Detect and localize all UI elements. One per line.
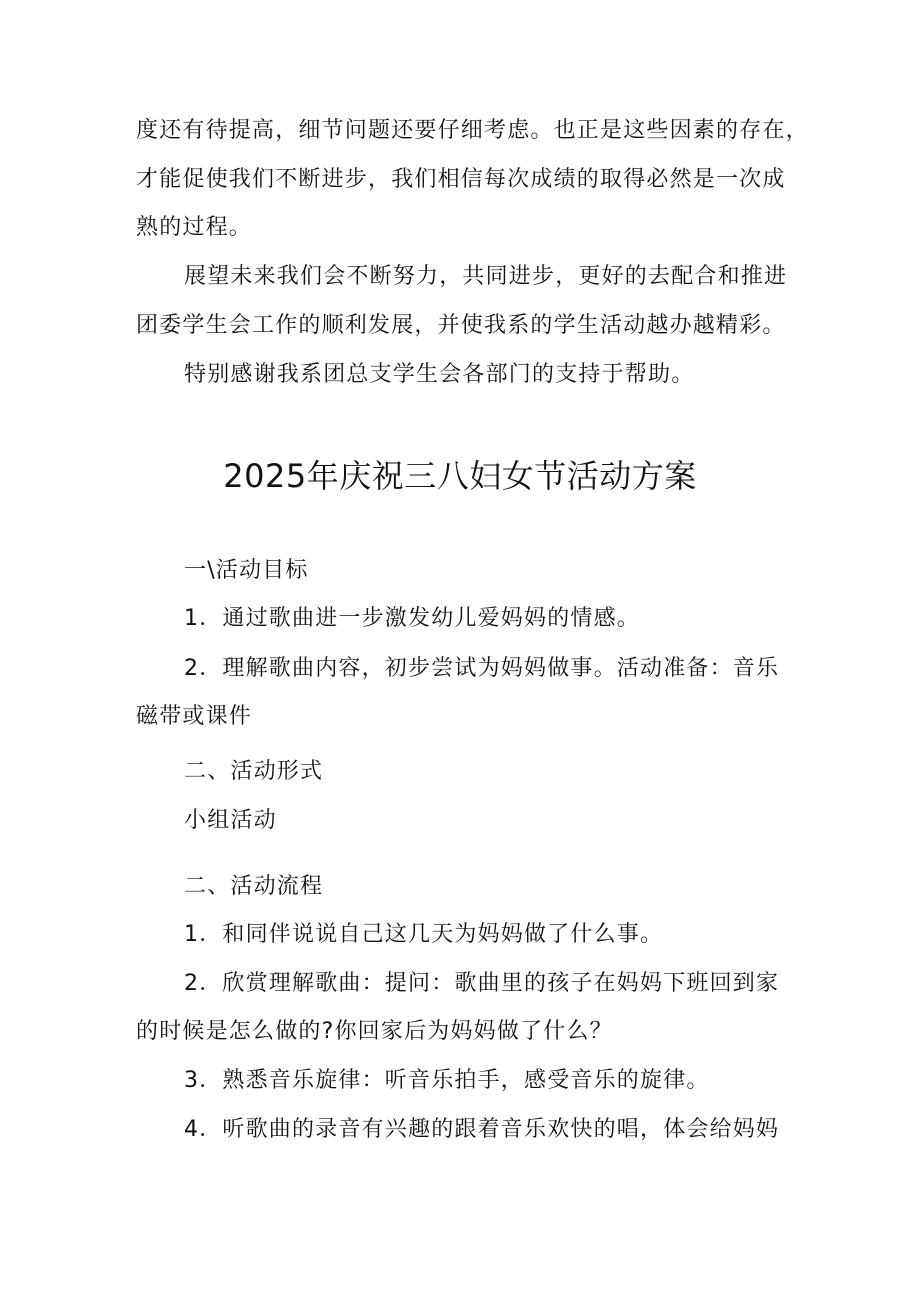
paragraph-line: 小组活动 bbox=[184, 808, 277, 833]
list-item: 1．通过歌曲进一步激发幼儿爱妈妈的情感。 bbox=[184, 606, 640, 631]
paragraph-line: 才能促使我们不断进步，我们相信每次成绩的取得必然是一次成 bbox=[136, 167, 786, 192]
paragraph-line: 展望未来我们会不断努力，共同进步，更好的去配合和推进 bbox=[184, 264, 788, 289]
paragraph-line: 度还有待提高，细节问题还要仔细考虑。也正是这些因素的存在， bbox=[136, 118, 809, 143]
paragraph-line: 特别感谢我系团总支学生会各部门的支持于帮助。 bbox=[184, 362, 695, 387]
list-item: 1．和同伴说说自己这几天为妈妈做了什么事。 bbox=[184, 922, 664, 947]
list-item: 4．听歌曲的录音有兴趣的跟着音乐欢快的唱，体会给妈妈 bbox=[184, 1117, 780, 1142]
document-title: 2025年庆祝三八妇女节活动方案 bbox=[223, 457, 697, 495]
section-heading: 一\活动目标 bbox=[184, 558, 309, 583]
paragraph-line: 熟的过程。 bbox=[136, 215, 253, 240]
list-item: 2．欣赏理解歌曲：提问：歌曲里的孩子在妈妈下班回到家 bbox=[184, 971, 780, 996]
paragraph-line: 团委学生会工作的顺利发展，并使我系的学生活动越办越精彩。 bbox=[136, 313, 786, 338]
list-item: 2．理解歌曲内容，初步尝试为妈妈做事。活动准备：音乐 bbox=[184, 656, 780, 681]
list-item: 3．熟悉音乐旋律：听音乐拍手，感受音乐的旋律。 bbox=[184, 1068, 710, 1093]
section-heading: 二、活动形式 bbox=[184, 759, 324, 784]
section-heading: 二、活动流程 bbox=[184, 874, 324, 899]
list-item-continuation: 的时候是怎么做的?你回家后为妈妈做了什么？ bbox=[136, 1019, 613, 1044]
list-item-continuation: 磁带或课件 bbox=[136, 704, 253, 729]
